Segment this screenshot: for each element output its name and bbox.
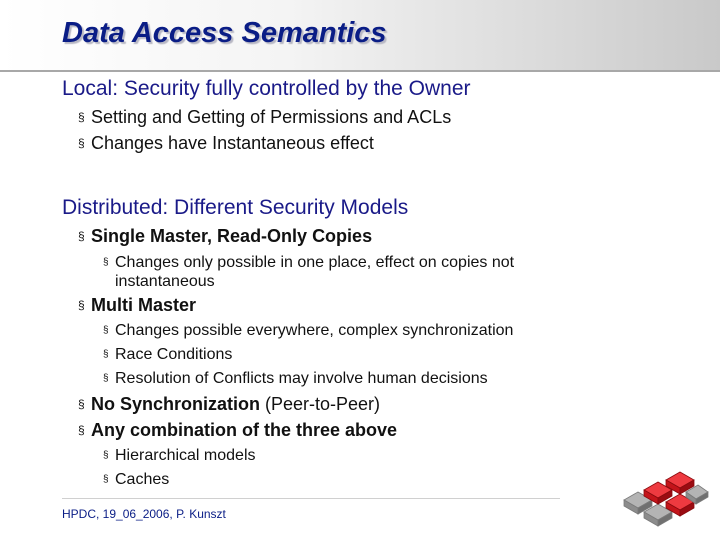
bullet-icon: §	[78, 397, 85, 411]
any-combination-sub-hierarchical: § Hierarchical models	[103, 447, 256, 464]
slide-title: Data Access Semantics	[62, 17, 387, 49]
distributed-heading: Distributed: Different Security Models	[62, 196, 409, 219]
footer-text: HPDC, 19_06_2006, P. Kunszt	[62, 507, 226, 521]
bullet-icon: §	[103, 450, 109, 461]
no-sync-item: § No Synchronization (Peer-to-Peer)	[78, 394, 381, 414]
single-master-sub: § Changes only possible in one place, effect on copies not instantaneous	[103, 254, 515, 290]
bullet-icon: §	[103, 257, 109, 268]
bullet-icon: §	[103, 349, 109, 360]
any-combination-sub-caches: § Caches	[103, 471, 170, 488]
bullet-icon: §	[78, 423, 85, 437]
multi-master-sub-changes: § Changes possible everywhere, complex synchronization	[103, 322, 514, 339]
bullet-icon: §	[78, 110, 85, 124]
footer-divider	[62, 498, 560, 499]
bullet-icon: §	[78, 229, 85, 243]
local-heading: Local: Security fully controlled by the Owner	[62, 77, 471, 100]
local-item-instantaneous: § Changes have Instantaneous effect	[78, 133, 374, 153]
multi-master-sub-race: § Race Conditions	[103, 346, 233, 363]
multi-master-sub-conflicts: § Resolution of Conflicts may involve human decisions	[103, 370, 488, 387]
red-grey-cubes-logo-icon	[620, 470, 710, 530]
header-divider	[0, 70, 720, 72]
local-item-permissions: § Setting and Getting of Permissions and ACLs	[78, 107, 452, 127]
bullet-icon: §	[103, 474, 109, 485]
multi-master-item: § Multi Master	[78, 295, 197, 315]
bullet-icon: §	[78, 136, 85, 150]
bullet-icon: §	[103, 325, 109, 336]
bullet-icon: §	[103, 373, 109, 384]
bullet-icon: §	[78, 298, 85, 312]
single-master-item: § Single Master, Read-Only Copies	[78, 226, 373, 246]
any-combination-item: § Any combination of the three above	[78, 420, 398, 440]
